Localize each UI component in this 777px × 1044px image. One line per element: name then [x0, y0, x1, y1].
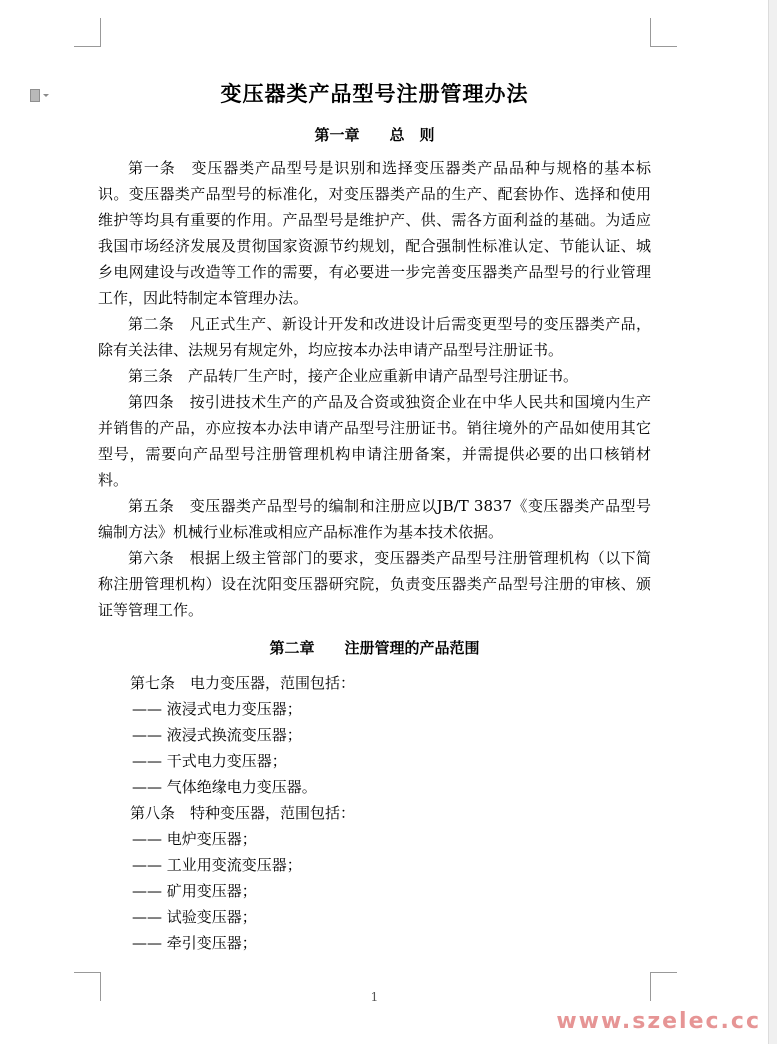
dropdown-arrow-icon [43, 94, 49, 97]
article-1: 第一条 变压器类产品型号是识别和选择变压器类产品品种与规格的基本标识。变压器类产品型号的标准化，对变压器类产品的生产、配套协作、选择和使用维护等均具有重要的作用。产品型号是维护产、供、需各方面利益的基础。为适应我国市场经济发展及贯彻国家资源节约规划，配合强制性标准认定、节能认证、城乡电网建设与改造等工作的需要，有必要进一步完善变压器类产品型号的行业管理工作，因此特制定本管理办法。 [98, 159, 651, 307]
page-number: 1 [370, 990, 379, 1004]
article-6: 第六条 根据上级主管部门的要求，变压器类产品型号注册管理机构（以下简称注册管理机构）设在沈阳变压器研究院，负责变压器类产品型号注册的审核、颁证等管理工作。 [98, 549, 651, 619]
list-item: —— 牵引变压器； [132, 934, 257, 952]
article-2: 第二条 凡正式生产、新设计开发和改进设计后需变更型号的变压器类产品，除有关法律、法规另有规定外，均应按本办法申请产品型号注册证书。 [98, 315, 651, 359]
article-8-head: 第八条 特种变压器，范围包括： [130, 804, 356, 822]
chapter-1-heading: 第一章 总 则 [314, 126, 435, 144]
list-item: —— 工业用变流变压器； [132, 856, 302, 874]
vertical-scrollbar[interactable] [768, 0, 777, 1044]
article-3: 第三条 产品转厂生产时，接产企业应重新申请产品型号注册证书。 [128, 367, 579, 385]
watermark: www.szelec.cc [556, 1009, 761, 1034]
document-page [98, 72, 651, 956]
page-corner-mark-top-left [74, 18, 101, 47]
document-title: 变压器类产品型号注册管理办法 [220, 82, 529, 106]
list-item: —— 液浸式换流变压器； [132, 726, 302, 744]
list-item: —— 试验变压器； [132, 908, 257, 926]
article-7-head: 第七条 电力变压器，范围包括： [130, 674, 356, 692]
list-item: —— 液浸式电力变压器； [132, 700, 302, 718]
list-item: —— 矿用变压器； [132, 882, 257, 900]
list-item: —— 气体绝缘电力变压器。 [132, 778, 317, 796]
chapter-2-heading: 第二章 注册管理的产品范围 [269, 639, 480, 657]
article-7 [98, 670, 651, 800]
page-corner-mark-top-right [650, 18, 677, 47]
article-8 [98, 800, 651, 956]
list-item: —— 电炉变压器； [132, 830, 257, 848]
list-item: —— 干式电力变压器； [132, 752, 287, 770]
article-5: 第五条 变压器类产品型号的编制和注册应以JB/T 3837《变压器类产品型号编制方法》机械行业标准或相应产品标准作为基本技术依据。 [98, 497, 651, 541]
article-4: 第四条 按引进技术生产的产品及合资或独资企业在中华人民共和国境内生产并销售的产品，亦应按本办法申请产品型号注册证书。销往境外的产品如使用其它型号，需要向产品型号注册管理机构申请注册备案，并需提供必要的出口核销材料。 [98, 393, 651, 489]
document-menu-icon[interactable] [30, 86, 58, 104]
document-icon [30, 89, 40, 102]
